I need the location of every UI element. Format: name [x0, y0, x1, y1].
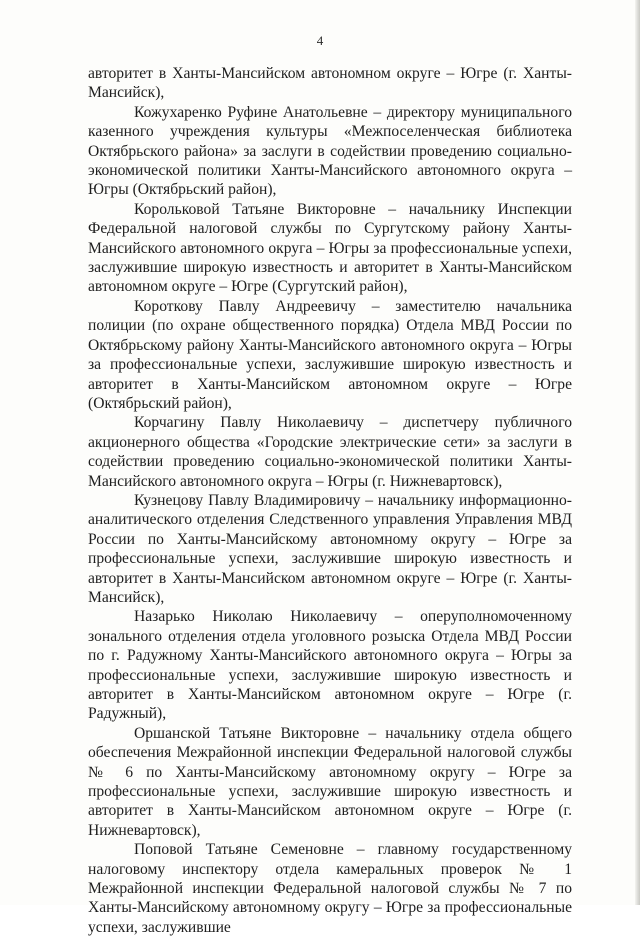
paragraph-orshanskaya: Оршанской Татьяне Викторовне – начальнику отдела общего обеспечения Межрайонной инспекции Федеральной налоговой службы № 6 по Ханты-Мансийскому автономному округу – Югре за профессиональные успехи, заслужившие широкую известность и авторитет в Ханты-Мансийском автономном округе – Югре (г. Нижневартовск), — [88, 724, 572, 839]
paragraph-continuation: авторитет в Ханты-Мансийском автономном округе – Югре (г. Ханты-Мансийск), — [88, 65, 572, 102]
paragraph-kozhukharenko: Кожухаренко Руфине Анатольевне – директору муниципального казенного учреждения культуры «Межпоселенческая библиотека Октябрьского района» за заслуги в содействии проведению социально-экономической политики Ханты-Мансийского автономного округа – Югры (Октябрьский район), — [88, 103, 572, 199]
paragraph-popova: Поповой Татьяне Семеновне – главному государственному налоговому инспектору отдела камеральных проверок № 1 Межрайонной инспекции Федеральной налоговой службы № 7 по Ханты-Мансийскому автономному округу – Югре за профессиональные успехи, заслужившие — [88, 841, 572, 936]
page-edge-shadow — [635, 0, 640, 905]
page-number: 4 — [316, 33, 324, 48]
paragraph-korotkov: Короткову Павлу Андреевичу – заместителю начальника полиции (по охране общественного порядка) Отдела МВД России по Октябрьскому району Ханты-Мансийского автономного округа – Югры за профессиональные успехи, заслужившие широкую известность и авторитет в Ханты-Мансийском автономном округе – Югре (Октябрьский район), — [88, 297, 572, 412]
document-body — [88, 64, 572, 937]
paragraph-nazarko: Назарько Николаю Николаевичу – оперуполномоченному зонального отделения отдела уголовного розыска Отдела МВД России по г. Радужному Ханты-Мансийского автономного округа – Югры за профессиональные успехи, заслужившие широкую известность и авторитет в Ханты-Мансийском автономном округе – Югре (г. Радужный), — [88, 608, 572, 723]
paragraph-korolkova: Корольковой Татьяне Викторовне – начальнику Инспекции Федеральной налоговой службы по Сургутскому району Ханты-Мансийского автономного округа – Югры за профессиональные успехи, заслужившие широкую известность и авторитет в Ханты-Мансийском автономном округе – Югре (Сургутский район), — [88, 200, 572, 296]
paragraph-korchagin: Корчагину Павлу Николаевичу – диспетчеру публичного акционерного общества «Городские электрические сети» за заслуги в содействии проведению социально-экономической политики Ханты-Мансийского автономного округа – Югры (г. Нижневартовск), — [88, 414, 572, 490]
paragraph-kuznetsov: Кузнецову Павлу Владимировичу – начальнику информационно-аналитического отделения Следственного управления Управления МВД России по Ханты-Мансийскому автономному округу – Югре за профессиональные успехи, заслужившие широкую известность и авторитет в Ханты-Мансийском автономном округе – Югре (г. Ханты-Мансийск), — [88, 491, 572, 606]
